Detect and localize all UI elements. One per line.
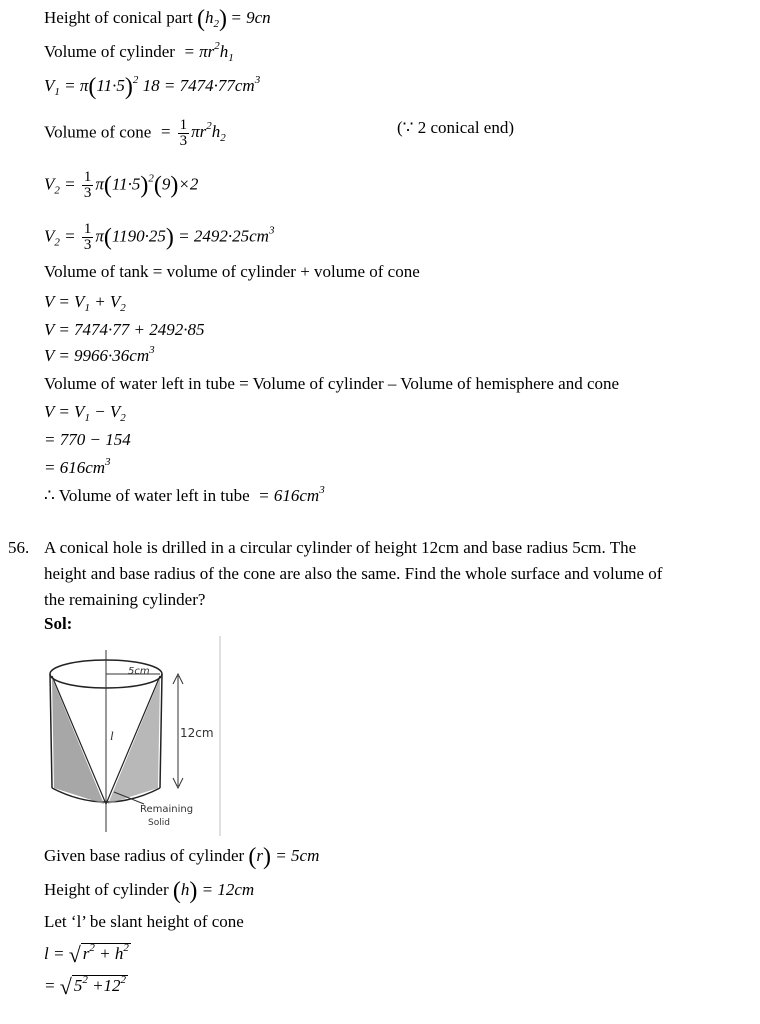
question-number: 56. (8, 538, 30, 557)
conical-end-note: (∵ 2 conical end) (397, 118, 515, 137)
math-h: (h) = 12cm (172, 878, 255, 904)
line-height-cylinder (44, 878, 255, 904)
line-volume-cone (44, 118, 226, 149)
line-result: = $616cm^3$ (44, 456, 111, 477)
math-result: = $616cm^3$ (253, 484, 325, 505)
line-volume-cylinder (44, 42, 234, 62)
sol-label: Sol: (44, 614, 73, 633)
line-slant-height: Let ‘l’ be slant height of cone (44, 912, 244, 931)
line-conclusion (44, 486, 325, 506)
text: Given base radius of cylinder (44, 846, 245, 865)
question-text-2: height and base radius of the cone are also the same. Find the whole surface and volume of (44, 564, 663, 583)
text: Volume of cone (44, 122, 152, 142)
text: ∴ Volume of water left in tube (44, 486, 250, 505)
height-label: 12cm (180, 726, 214, 740)
remaining-label-1: Remaining (140, 804, 194, 815)
line-water-left: Volume of water left in tube = Volume of cylinder – Volume of hemisphere and cone (44, 374, 620, 393)
line-given-radius (44, 844, 320, 870)
line-v-total: $V = 9966\cdot 36cm^3$ (44, 344, 155, 365)
text: Height of conical part (44, 8, 193, 27)
line-volume-tank: Volume of tank = volume of cylinder + volume of cone (44, 262, 420, 281)
math-r: (r) = 5cm (248, 844, 320, 870)
line-v-numbers: V = 7474·77 + 2492·85 (44, 320, 205, 339)
math-formula: = $\pi r^2h_1$ (179, 40, 234, 64)
line-v1: $V_1 = \pi(11\cdot 5)^2$ $18 = 7474\cdot 77cm^3$ (44, 74, 261, 100)
radius-label: 5cm (128, 666, 150, 677)
text: Height of cylinder (44, 880, 169, 899)
line-v2-value: $V_2$ = $\frac{1}{3}$ $\pi(1190\cdot 25) = 2492\cdot 25cm^3$ (44, 221, 275, 253)
math-formula: = $\frac{1}{3}$ $\pi r^2h_2$ (155, 117, 226, 149)
math-h2: $(h_2) = 9cn$ (196, 6, 271, 32)
line-slant-values: = √ $5^2 +12^2$ (44, 974, 127, 999)
remaining-label-2: Solid (148, 818, 170, 828)
cylinder-figure (44, 636, 224, 836)
line-conical-height (44, 6, 271, 32)
slant-label: l (110, 728, 114, 743)
text: Volume of cylinder (44, 42, 175, 61)
question-text-1: A conical hole is drilled in a circular cylinder of height 12cm and base radius 5cm. The (44, 538, 637, 557)
line-subtraction: = 770 − 154 (44, 430, 131, 449)
question-text-3: the remaining cylinder? (44, 590, 206, 609)
line-v2-expr: $V_2$ = $\frac{1}{3}$ $\pi(11\cdot 5)^2(9)\times 2$ (44, 169, 199, 201)
line-v-sum: $V = V_1 + V_2$ (44, 292, 126, 314)
line-slant-formula: l = √ $r^2 + h^2$ (44, 942, 129, 967)
line-v-diff: $V = V_1 - V_2$ (44, 402, 126, 424)
